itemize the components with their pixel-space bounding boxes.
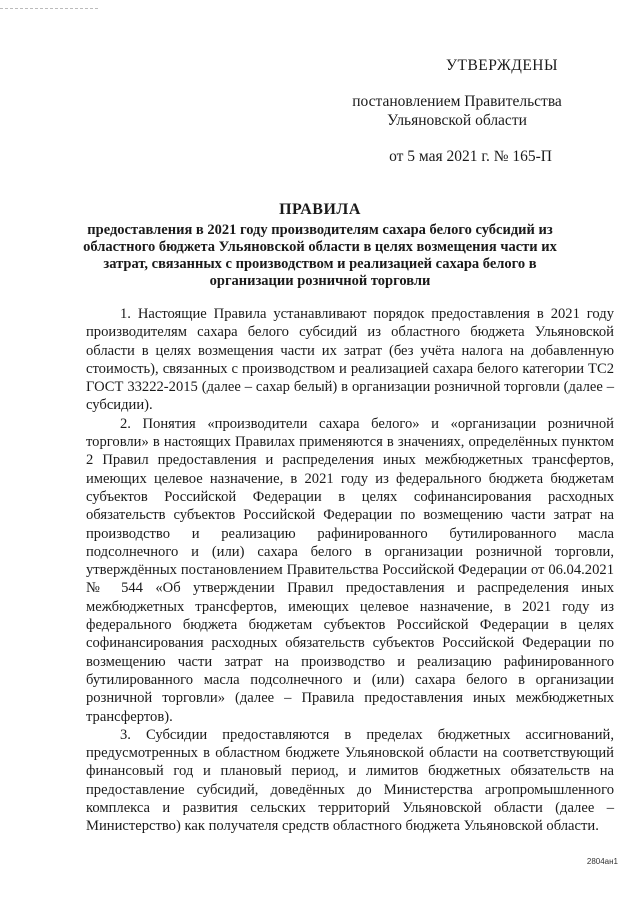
footer-code: 2804ан1	[586, 857, 618, 866]
approval-date: от 5 мая 2021 г. № 165-П	[389, 148, 552, 165]
document-title: ПРАВИЛА	[279, 201, 361, 218]
approval-heading: УТВЕРЖДЕНЫ	[446, 57, 558, 74]
scan-artifact	[0, 8, 98, 11]
approval-block	[302, 56, 562, 166]
document-subtitle: предоставления в 2021 году производителям сахара белого субсидий из областного бюджета Ульяновской области в целях возмещения части их затрат, связанных с производством и реализацией сахара белого в организации розничной торговли	[83, 222, 557, 289]
paragraph-2: 2. Понятия «производители сахара белого» и «организации розничной торговли» в настоящих Правилах применяются в значениях, определённых пунктом 2 Правил предоставления и распределения иных межбюджетных трансфертов, имеющих целевое назначение, в 2021 году из федерального бюджета бюджетам субъектов Российской Федерации в целях софинансирования расходных обязательств субъектов Российской Федерации по возмещению части затрат на производство и реализацию рафинированного бутилированного масла подсолнечного и (или) сахара белого в организации розничной торговли, утверждённых постановлением Правительства Российской Федерации от 06.04.2021 № 544 «Об утверждении Правил предоставления и распределения иных межбюджетных трансфертов, имеющих целевое назначение, в 2021 году из федерального бюджета бюджетам субъектов Российской Федерации в целях софинансирования расходных обязательств субъектов Российской Федерации по возмещению части затрат на производство и реализацию рафинированного бутилированного масла подсолнечного и (или) сахара белого в организации розничной торговли» (далее – Правила предоставления иных межбюджетных трансфертов).	[86, 415, 614, 725]
approval-line-1: постановлением Правительства	[352, 93, 562, 110]
paragraph-1: 1. Настоящие Правила устанавливают порядок предоставления в 2021 году производителям сахара белого субсидий из областного бюджета Ульяновской области в целях возмещения части их затрат (без учёта налога на добавленную стоимость), связанных с производством и реализацией сахара белого категории ТС2 ГОСТ 33222-2015 (далее – сахар белый) в организации розничной торговли (далее – субсидии).	[86, 306, 614, 414]
approval-line-2: Ульяновской области	[387, 112, 527, 129]
paragraph-3: 3. Субсидии предоставляются в пределах бюджетных ассигнований, предусмотренных в областном бюджете Ульяновской области на соответствующий финансовый год и плановый период, и лимитов бюджетных обязательств на предоставление субсидий, доведённых до Министерства агропромышленного комплекса и развития сельских территорий Ульяновской области (далее – Министерство) как получателя средств областного бюджета Ульяновской области.	[86, 726, 614, 835]
document-body	[86, 305, 614, 836]
